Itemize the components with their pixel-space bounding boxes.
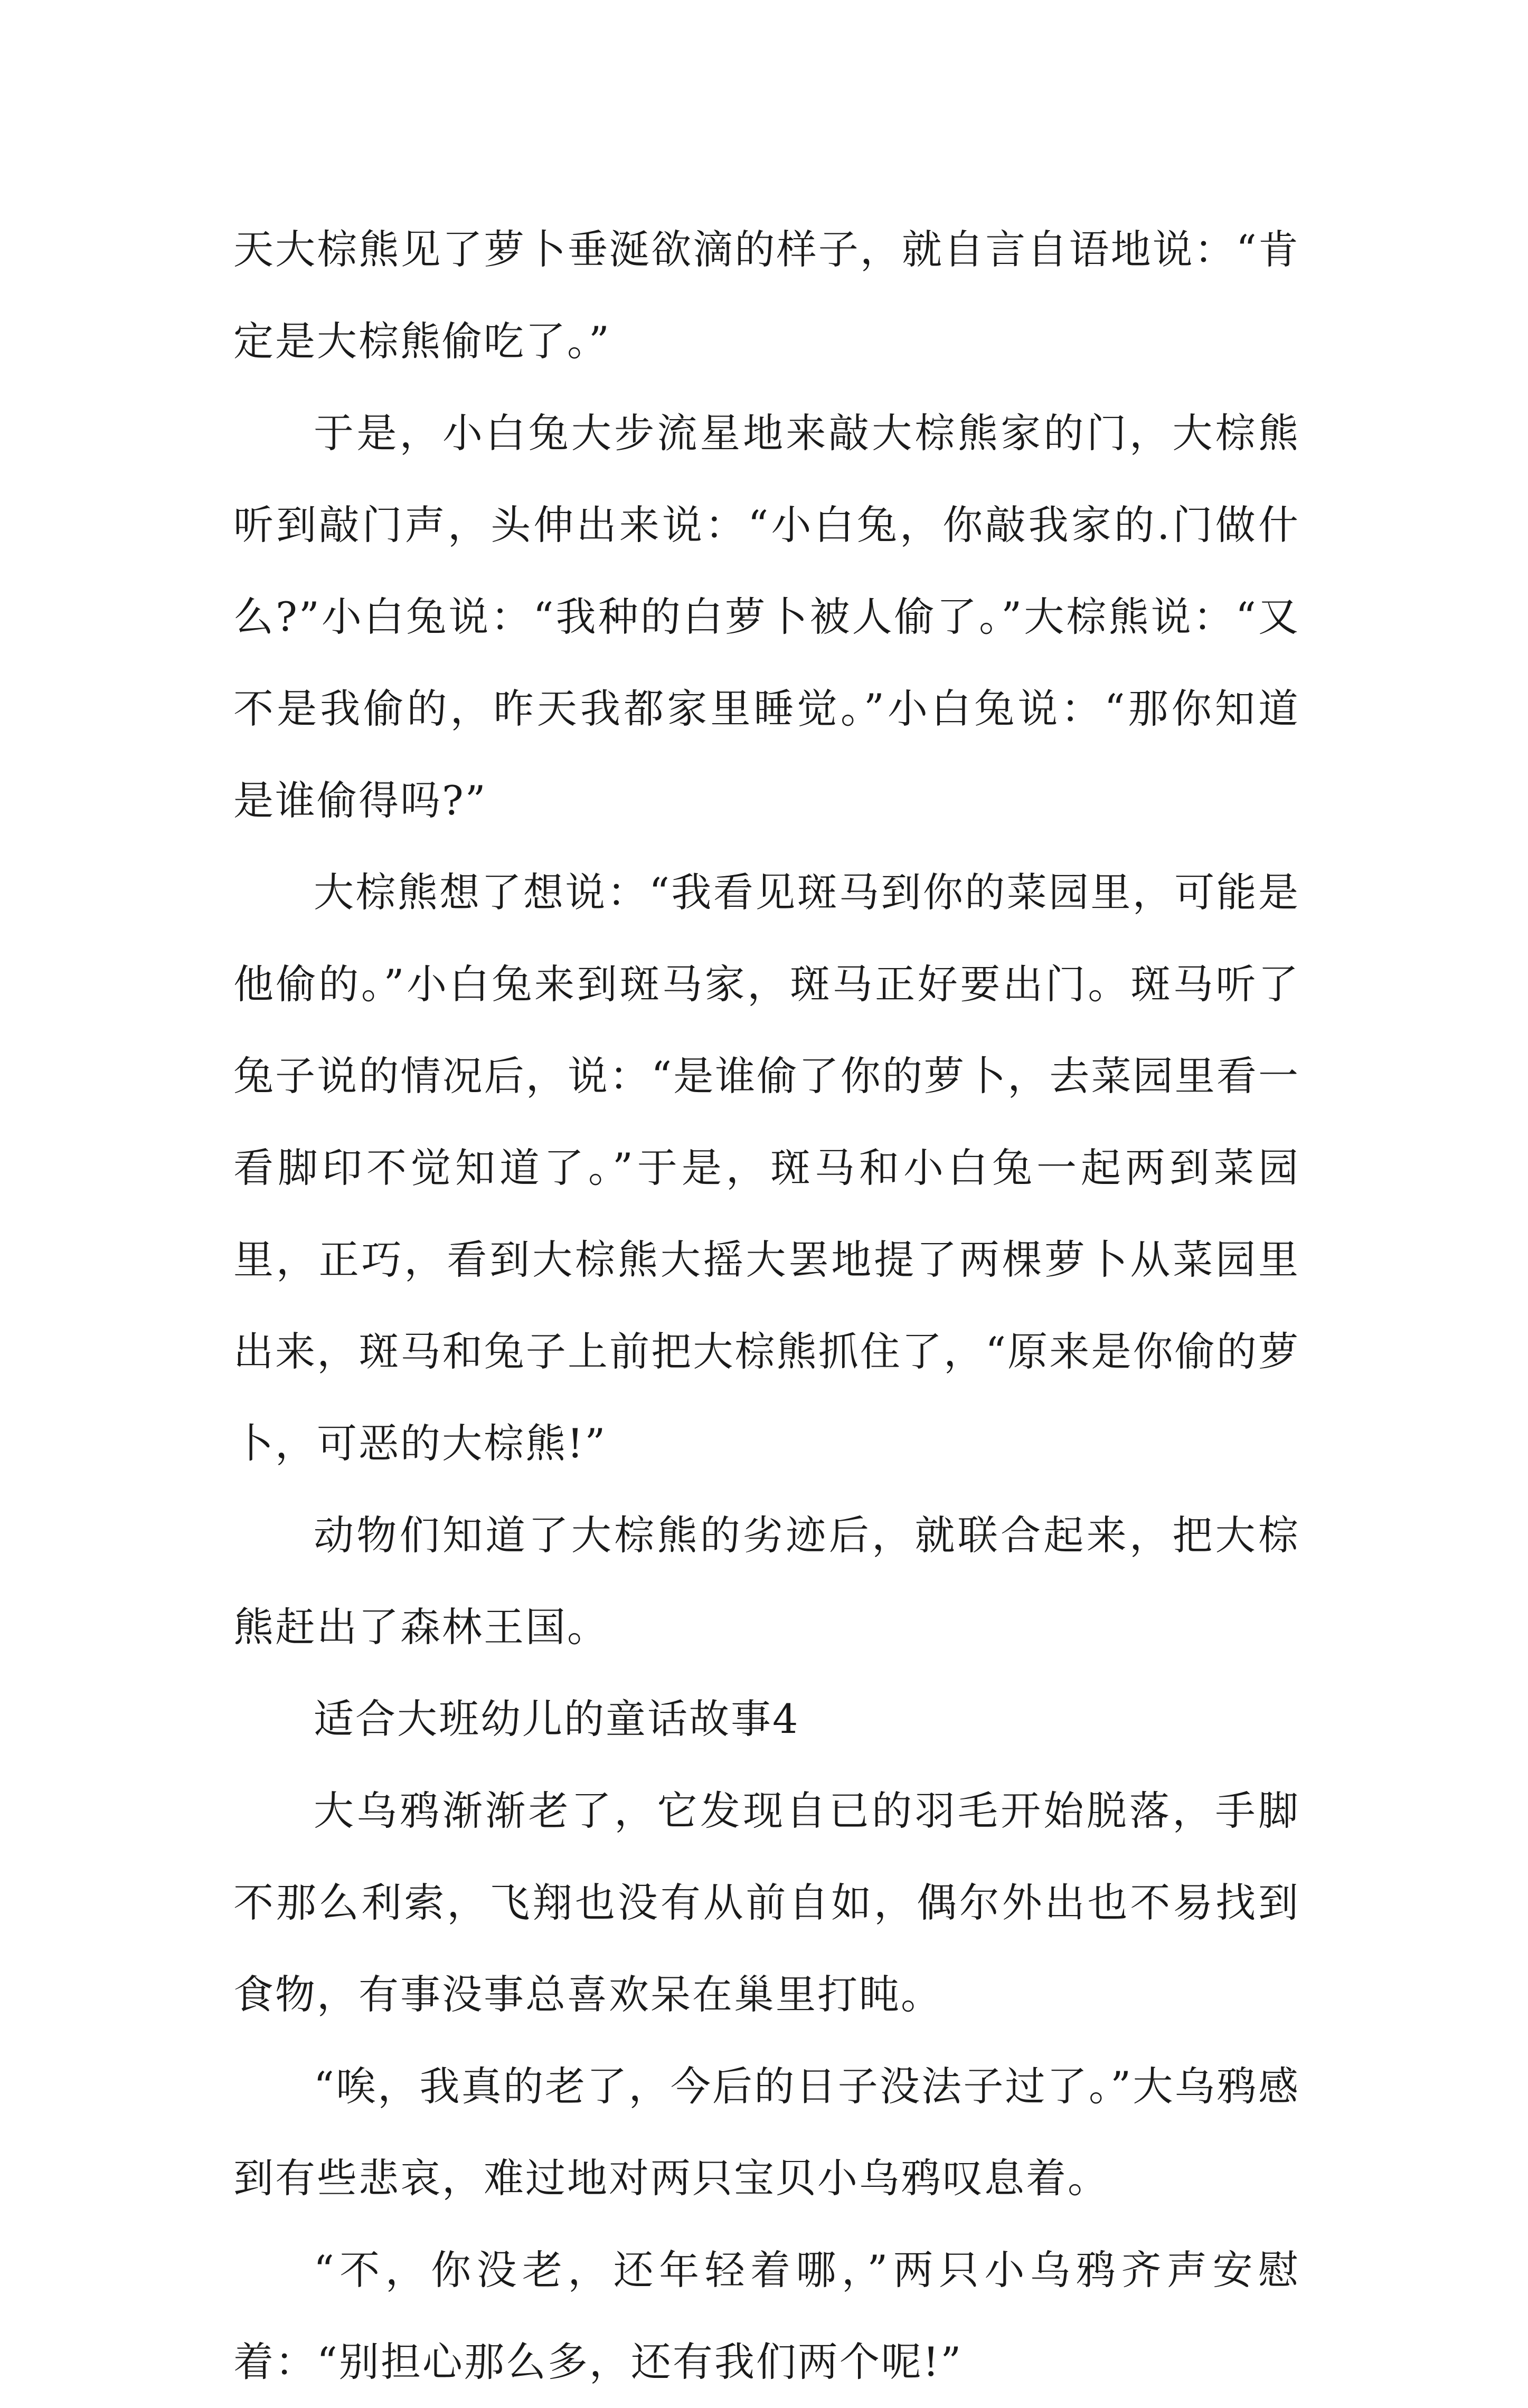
section-heading: 适合大班幼儿的童话故事4	[314, 1695, 800, 1742]
paragraph-5: 大乌鸦渐渐老了，它发现自已的羽毛开始脱落，手脚不那么利索，飞翔也没有从前自如，偶尔外出也不易找到食物，有事没事总喜欢呆在巢里打盹。	[233, 1787, 1300, 2018]
paragraph-3: 大棕熊想了想说：“我看见斑马到你的菜园里，可能是他偷的。”小白兔来到斑马家，斑马正好要出门。斑马听了兔子说的情况后，说：“是谁偷了你的萝卜，去菜园里看一看脚印不觉知道了。”于是，斑马和小白兔一起两到菜园里，正巧，看到大棕熊大摇大罢地提了两棵萝卜从菜园里出来，斑马和兔子上前把大棕熊抓住了，“原来是你偷的萝卜，可恶的大棕熊!”	[233, 869, 1300, 1467]
paragraph-6: “唉，我真的老了，今后的日子没法子过了。”大乌鸦感到有些悲哀，难过地对两只宝贝小乌鸦叹息着。	[233, 2063, 1300, 2202]
paragraph-4: 动物们知道了大棕熊的劣迹后，就联合起来，把大棕熊赶出了森林王国。	[233, 1512, 1300, 1651]
paragraph-2: 于是，小白兔大步流星地来敲大棕熊家的门，大棕熊听到敲门声，头伸出来说：“小白兔，你敲我家的.门做什么?”小白兔说：“我种的白萝卜被人偷了。”大棕熊说：“又不是我偷的，昨天我都家里睡觉。”小白兔说：“那你知道是谁偷得吗?”	[233, 410, 1300, 824]
paragraph-7: “不，你没老，还年轻着哪，”两只小乌鸦齐声安慰着：“别担心那么多，还有我们两个呢!”	[233, 2246, 1300, 2385]
document-body	[233, 204, 1300, 2408]
paragraph-1: 天大棕熊见了萝卜垂涎欲滴的样子，就自言自语地说：“肯定是大棕熊偷吃了。”	[233, 226, 1300, 365]
